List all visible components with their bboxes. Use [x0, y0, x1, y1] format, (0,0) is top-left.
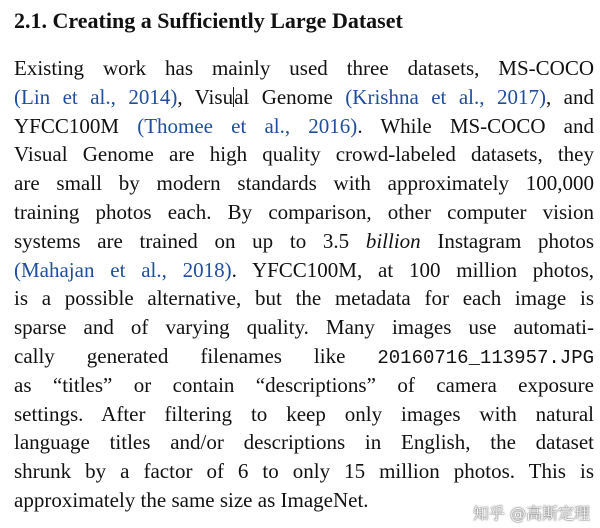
text-line-3: YFCC100M (Thomee et al., 2016). While MS-COCO and: [14, 113, 594, 138]
text-line-5: are small by modern standards with approximately 100,000: [14, 171, 594, 196]
text-line-8: (Mahajan et al., 2018). YFCC100M, at 100 million photos,: [14, 257, 594, 282]
text-line-4: Visual Genome are high quality crowd-labeled datasets, they: [14, 142, 594, 167]
text-line-9: is a possible alternative, but the metadata for each image is: [14, 286, 594, 311]
text-line-12: as “titles” or contain “descriptions” of camera exposure: [14, 372, 594, 397]
citation-link-thomee[interactable]: (Thomee et al., 2016): [137, 113, 358, 138]
citation-link-krishna[interactable]: (Krishna et al., 2017): [345, 84, 546, 109]
text-line-6: training photos each. By comparison, other computer vision: [14, 199, 594, 224]
text-line-7: systems are trained on up to 3.5 billion Instagram photos: [14, 228, 594, 253]
text-line-10: sparse and of varying quality. Many images use automati-: [14, 315, 594, 340]
section-title: 2.1. Creating a Sufficiently Large Dataset: [14, 8, 403, 33]
emphasis-billion: billion: [365, 228, 421, 253]
text-line-16: approximately the same size as ImageNet.: [14, 487, 369, 512]
citation-link-lin[interactable]: (Lin et al., 2014): [14, 84, 178, 109]
text-line-1: Existing work has mainly used three datasets, MS-COCO: [14, 56, 594, 80]
body-paragraph: [14, 54, 594, 515]
watermark: 知乎 @高斯定理: [472, 504, 590, 523]
text-line-15: shrunk by a factor of 6 to only 15 million photos. This is: [14, 459, 594, 484]
text-line-11: cally generated filenames like 20160716_113957.JPG: [14, 343, 594, 369]
text-line-13: settings. After filtering to keep only images with natural: [14, 401, 594, 426]
text-line-14: language titles and/or descriptions in English, the dataset: [14, 430, 594, 455]
citation-link-mahajan[interactable]: (Mahajan et al., 2018): [14, 257, 232, 282]
text-line-2: (Lin et al., 2014), Visual Genome (Krishna et al., 2017), and: [14, 84, 594, 109]
filename-code: 20160716_113957.JPG: [377, 346, 594, 369]
